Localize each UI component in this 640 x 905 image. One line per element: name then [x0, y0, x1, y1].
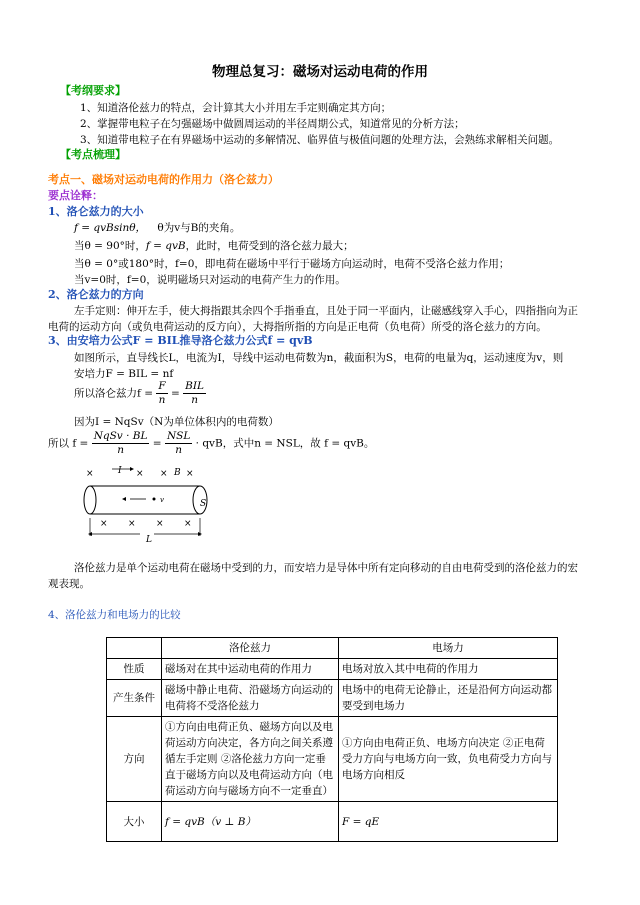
kp1-sub: 要点诠释： [48, 189, 103, 202]
fig-label-L: L [146, 535, 152, 544]
fig-label-B: B [174, 468, 181, 478]
frac-big [92, 430, 150, 457]
row-label-magnitude: 大小 [107, 802, 162, 842]
kp1-title: 考点一、磁场对运动电荷的作用力（洛仑兹力） [48, 173, 279, 186]
table-header-lorentz: 洛伦兹力 [162, 638, 339, 659]
fig-x-3: × [160, 469, 168, 479]
derive-line-1: 如图所示，直导线长L，电流为I，导线中运动电荷数为n，截面积为S，电荷的电量为q，运动速度为v，则 [74, 352, 564, 364]
derive-l5-mid: · qvB，式中n = NSL，故 f = qvB。 [195, 437, 375, 450]
heading-4: 4、洛伦兹力和电场力的比较 [48, 609, 181, 621]
frac-n-1: n [158, 394, 166, 406]
frac-big-num: NqSv · BL [93, 430, 148, 442]
case-90-line [74, 238, 354, 254]
frac-n-4: n [175, 444, 183, 456]
heading-2: 2、洛仑兹力的方向 [48, 288, 144, 301]
derive-line-3: 所以洛仑兹力f = $\frac{F}{n}$ = $\frac{\text{BIL}}{n}$ [74, 380, 205, 406]
case-90-formula: f = qvB [145, 240, 186, 252]
cell-electric-condition: 电场中的电荷无论静止，还是沿何方向运动都要受到电场力 [339, 680, 558, 717]
f-def-formula: f = qvBsinθ， [74, 222, 147, 234]
frac-NSL: NSL [166, 430, 191, 442]
summary-line-2: 观表现。 [48, 578, 90, 590]
row-label-nature: 性质 [107, 659, 162, 680]
frac-n-3: n [117, 444, 124, 456]
wire-figure [80, 462, 230, 544]
cell-lorentz-condition: 磁场中静止电荷、沿磁场方向运动的电荷将不受洛伦兹力 [162, 680, 339, 717]
frac-F-n [156, 380, 167, 407]
wire-end-left [84, 486, 96, 514]
summary-line-1: 洛伦兹力是单个运动电荷在磁场中受到的力，而安培力是导体中所有定向移动的自由电荷受到的洛伦兹力的宏 [74, 562, 578, 574]
case-90-pre: 当θ = 90°时， [74, 240, 146, 252]
f-def-line [74, 220, 240, 236]
derive-line-4: 因为I = NqSv（N为单位体积内的电荷数） [74, 416, 279, 428]
table-header-electric: 电场力 [339, 638, 558, 659]
cell-electric-nature: 电场对放入其中电荷的作用力 [339, 659, 558, 680]
fig-x-1: × [86, 469, 94, 479]
fig-x-5: × [100, 519, 108, 529]
charge-dot [153, 498, 156, 501]
heading-3: 3、由安培力公式F = BIL推导洛仑兹力公式f = qvB [48, 334, 313, 347]
points-tag: 【考点梳理】 [60, 148, 126, 161]
frac-n-2: n [191, 394, 198, 406]
fig-label-I: I [118, 466, 122, 476]
cell-electric-direction: ①方向由电荷正负、电场方向决定 ②正电荷受力方向与电场方向一致，负电荷受力方向与电场方向相反 [339, 717, 558, 802]
outline-item-3: 3、知道带电粒子在有界磁场中运动的多解情况、临界值与极值问题的处理方法，会熟练求解相关问题。 [80, 134, 560, 146]
lefthand-line-1: 左手定则：伸开左手，使大拇指跟其余四个手指垂直，且处于同一平面内，让磁感线穿入手心，四指指向为正 [74, 305, 578, 317]
lefthand-line-2: 电荷的运动方向（或负电荷运动的反方向），大拇指所指的方向是正电荷（负电荷）所受的洛仑兹力的方向。 [48, 321, 547, 333]
cell-electric-magnitude: F = qE [339, 802, 558, 842]
comparison-table [106, 637, 558, 842]
frac-NSL-n [165, 430, 192, 457]
case-90-post: ，此时，电荷受到的洛仑兹力最大； [185, 240, 354, 252]
table-header-row [107, 638, 558, 659]
case-0-line: 当θ = 0°或180°时，f=0，即电荷在磁场中平行于磁场方向运动时，电荷不受洛仑兹力作用； [74, 258, 510, 270]
outline-tag: 【考纲要求】 [60, 84, 126, 97]
table-row [107, 802, 558, 842]
row-label-condition: 产生条件 [107, 680, 162, 717]
fig-x-2: × [136, 469, 144, 479]
cell-lorentz-direction: ①方向由电荷正负、磁场方向以及电荷运动方向决定，各方向之间关系遵循左手定则 ②洛伦兹力方向一定垂直于磁场方向以及电荷运动方向（电荷运动方向与磁场方向不一定垂直） [162, 717, 339, 802]
frac-BIL: BIL [185, 380, 205, 392]
table-row [107, 717, 558, 802]
cell-lorentz-magnitude: f = qvB（v ⊥ B） [162, 802, 339, 842]
frac-F: F [158, 380, 166, 392]
table-row [107, 659, 558, 680]
outline-item-1: 1、知道洛伦兹力的特点，会计算其大小并用左手定则确定其方向； [80, 102, 392, 114]
fig-label-v: v [160, 496, 164, 504]
fig-x-4: × [186, 469, 194, 479]
derive-l5-pre: 所以 f = [48, 437, 89, 450]
fig-x-6: × [128, 519, 136, 529]
cell-lorentz-nature: 磁场对在其中运动电荷的作用力 [162, 659, 339, 680]
case-v0-line: 当v=0时，f=0，说明磁场只对运动的电荷产生力的作用。 [74, 274, 346, 286]
heading-1: 1、洛仑兹力的大小 [48, 205, 144, 218]
fig-x-7: × [156, 519, 164, 529]
derive-l3-pre: 所以洛仑兹力f = [74, 387, 154, 400]
outline-item-2: 2、掌握带电粒子在匀强磁场中做圆周运动的半径周期公式，知道常见的分析方法； [80, 118, 465, 130]
table-header-empty [107, 638, 162, 659]
fig-label-S: S [200, 499, 207, 509]
row-label-direction: 方向 [107, 717, 162, 802]
page-title: 物理总复习：磁场对运动电荷的作用 [212, 64, 428, 80]
derive-line-2: 安培力F = BIL = nf [74, 368, 174, 380]
frac-BIL-n [183, 380, 206, 407]
f-def-note: θ为v与B的夹角。 [157, 222, 241, 234]
derive-line-5: 所以 f = $\frac{\text{NqSv · BL}}{n}$ = $\frac{\text{NSL}}{n}$ · qvB，式中n = NSL，故 f = qvB。 [48, 430, 375, 456]
table-row [107, 680, 558, 717]
fig-x-8: × [184, 519, 192, 529]
